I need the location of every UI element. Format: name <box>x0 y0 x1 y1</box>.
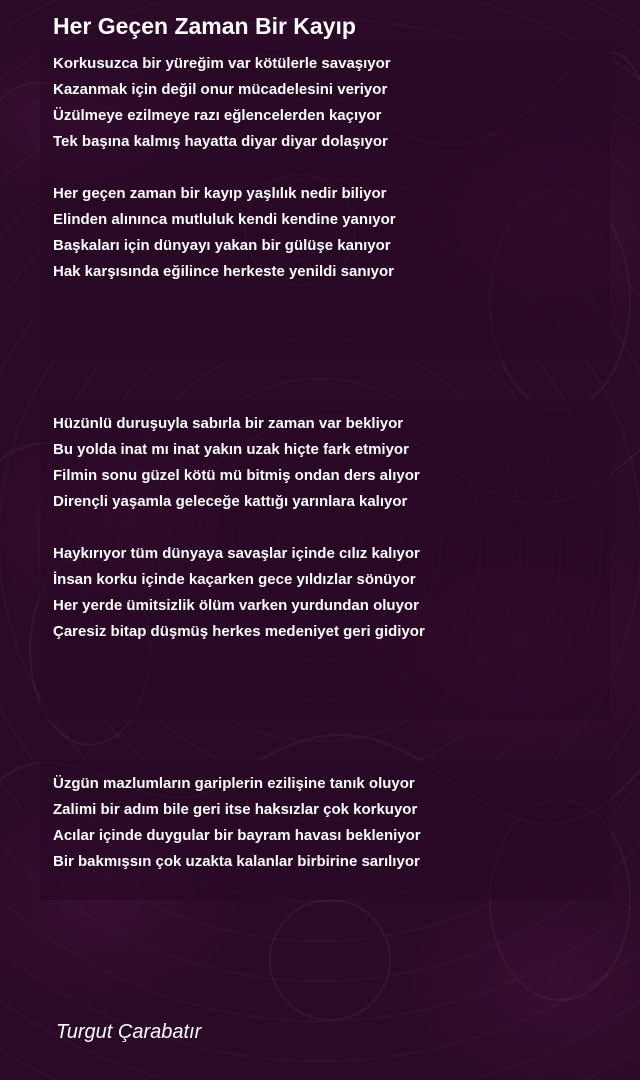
stanza-4 <box>53 541 425 645</box>
poem-line: Başkaları için dünyayı yakan bir gülüşe kanıyor <box>53 237 391 254</box>
poem-line: Çaresiz bitap düşmüş herkes medeniyet geri gidiyor <box>53 623 425 640</box>
poem-line: Üzülmeye ezilmeye razı eğlencelerden kaçıyor <box>53 107 382 124</box>
poem-line: Elinden alınınca mutluluk kendi kendine yanıyor <box>53 211 396 228</box>
poem-line: Korkusuzca bir yüreğim var kötülerle savaşıyor <box>53 55 391 72</box>
poem-line: Her geçen zaman bir kayıp yaşlılık nedir biliyor <box>53 185 387 202</box>
poem-line: Haykırıyor tüm dünyaya savaşlar içinde cılız kalıyor <box>53 545 420 562</box>
poem-line: Filmin sonu güzel kötü mü bitmiş ondan ders alıyor <box>53 467 420 484</box>
stanza-5 <box>53 771 421 875</box>
poem-author: Turgut Çarabatır <box>56 1021 202 1043</box>
poem-line: Bir bakmışsın çok uzakta kalanlar birbirine sarılıyor <box>53 853 420 870</box>
poem-line: Dirençli yaşamla geleceğe kattığı yarınlara kalıyor <box>53 493 408 510</box>
poem-line: Kazanmak için değil onur mücadelesini veriyor <box>53 81 388 98</box>
poem-line: Her yerde ümitsizlik ölüm varken yurdundan oluyor <box>53 597 419 614</box>
poem-line: Hak karşısında eğilince herkeste yenildi sanıyor <box>53 263 394 280</box>
stanza-1 <box>53 51 391 155</box>
poem-line: Hüzünlü duruşuyla sabırla bir zaman var bekliyor <box>53 415 404 432</box>
poem-line: Üzgün mazlumların gariplerin ezilişine tanık oluyor <box>53 775 415 792</box>
stanza-2 <box>53 181 396 285</box>
poem-line: Tek başına kalmış hayatta diyar diyar dolaşıyor <box>53 133 388 150</box>
poem-line: Bu yolda inat mı inat yakın uzak hiçte fark etmiyor <box>53 441 409 458</box>
stanza-3 <box>53 411 420 515</box>
poem-line: Acılar içinde duygular bir bayram havası bekleniyor <box>53 827 421 844</box>
poem-line: Zalimi bir adım bile geri itse haksızlar çok korkuyor <box>53 801 418 818</box>
poem-line: İnsan korku içinde kaçarken gece yıldızlar sönüyor <box>53 571 416 588</box>
poem-title: Her Geçen Zaman Bir Kayıp <box>53 13 356 39</box>
